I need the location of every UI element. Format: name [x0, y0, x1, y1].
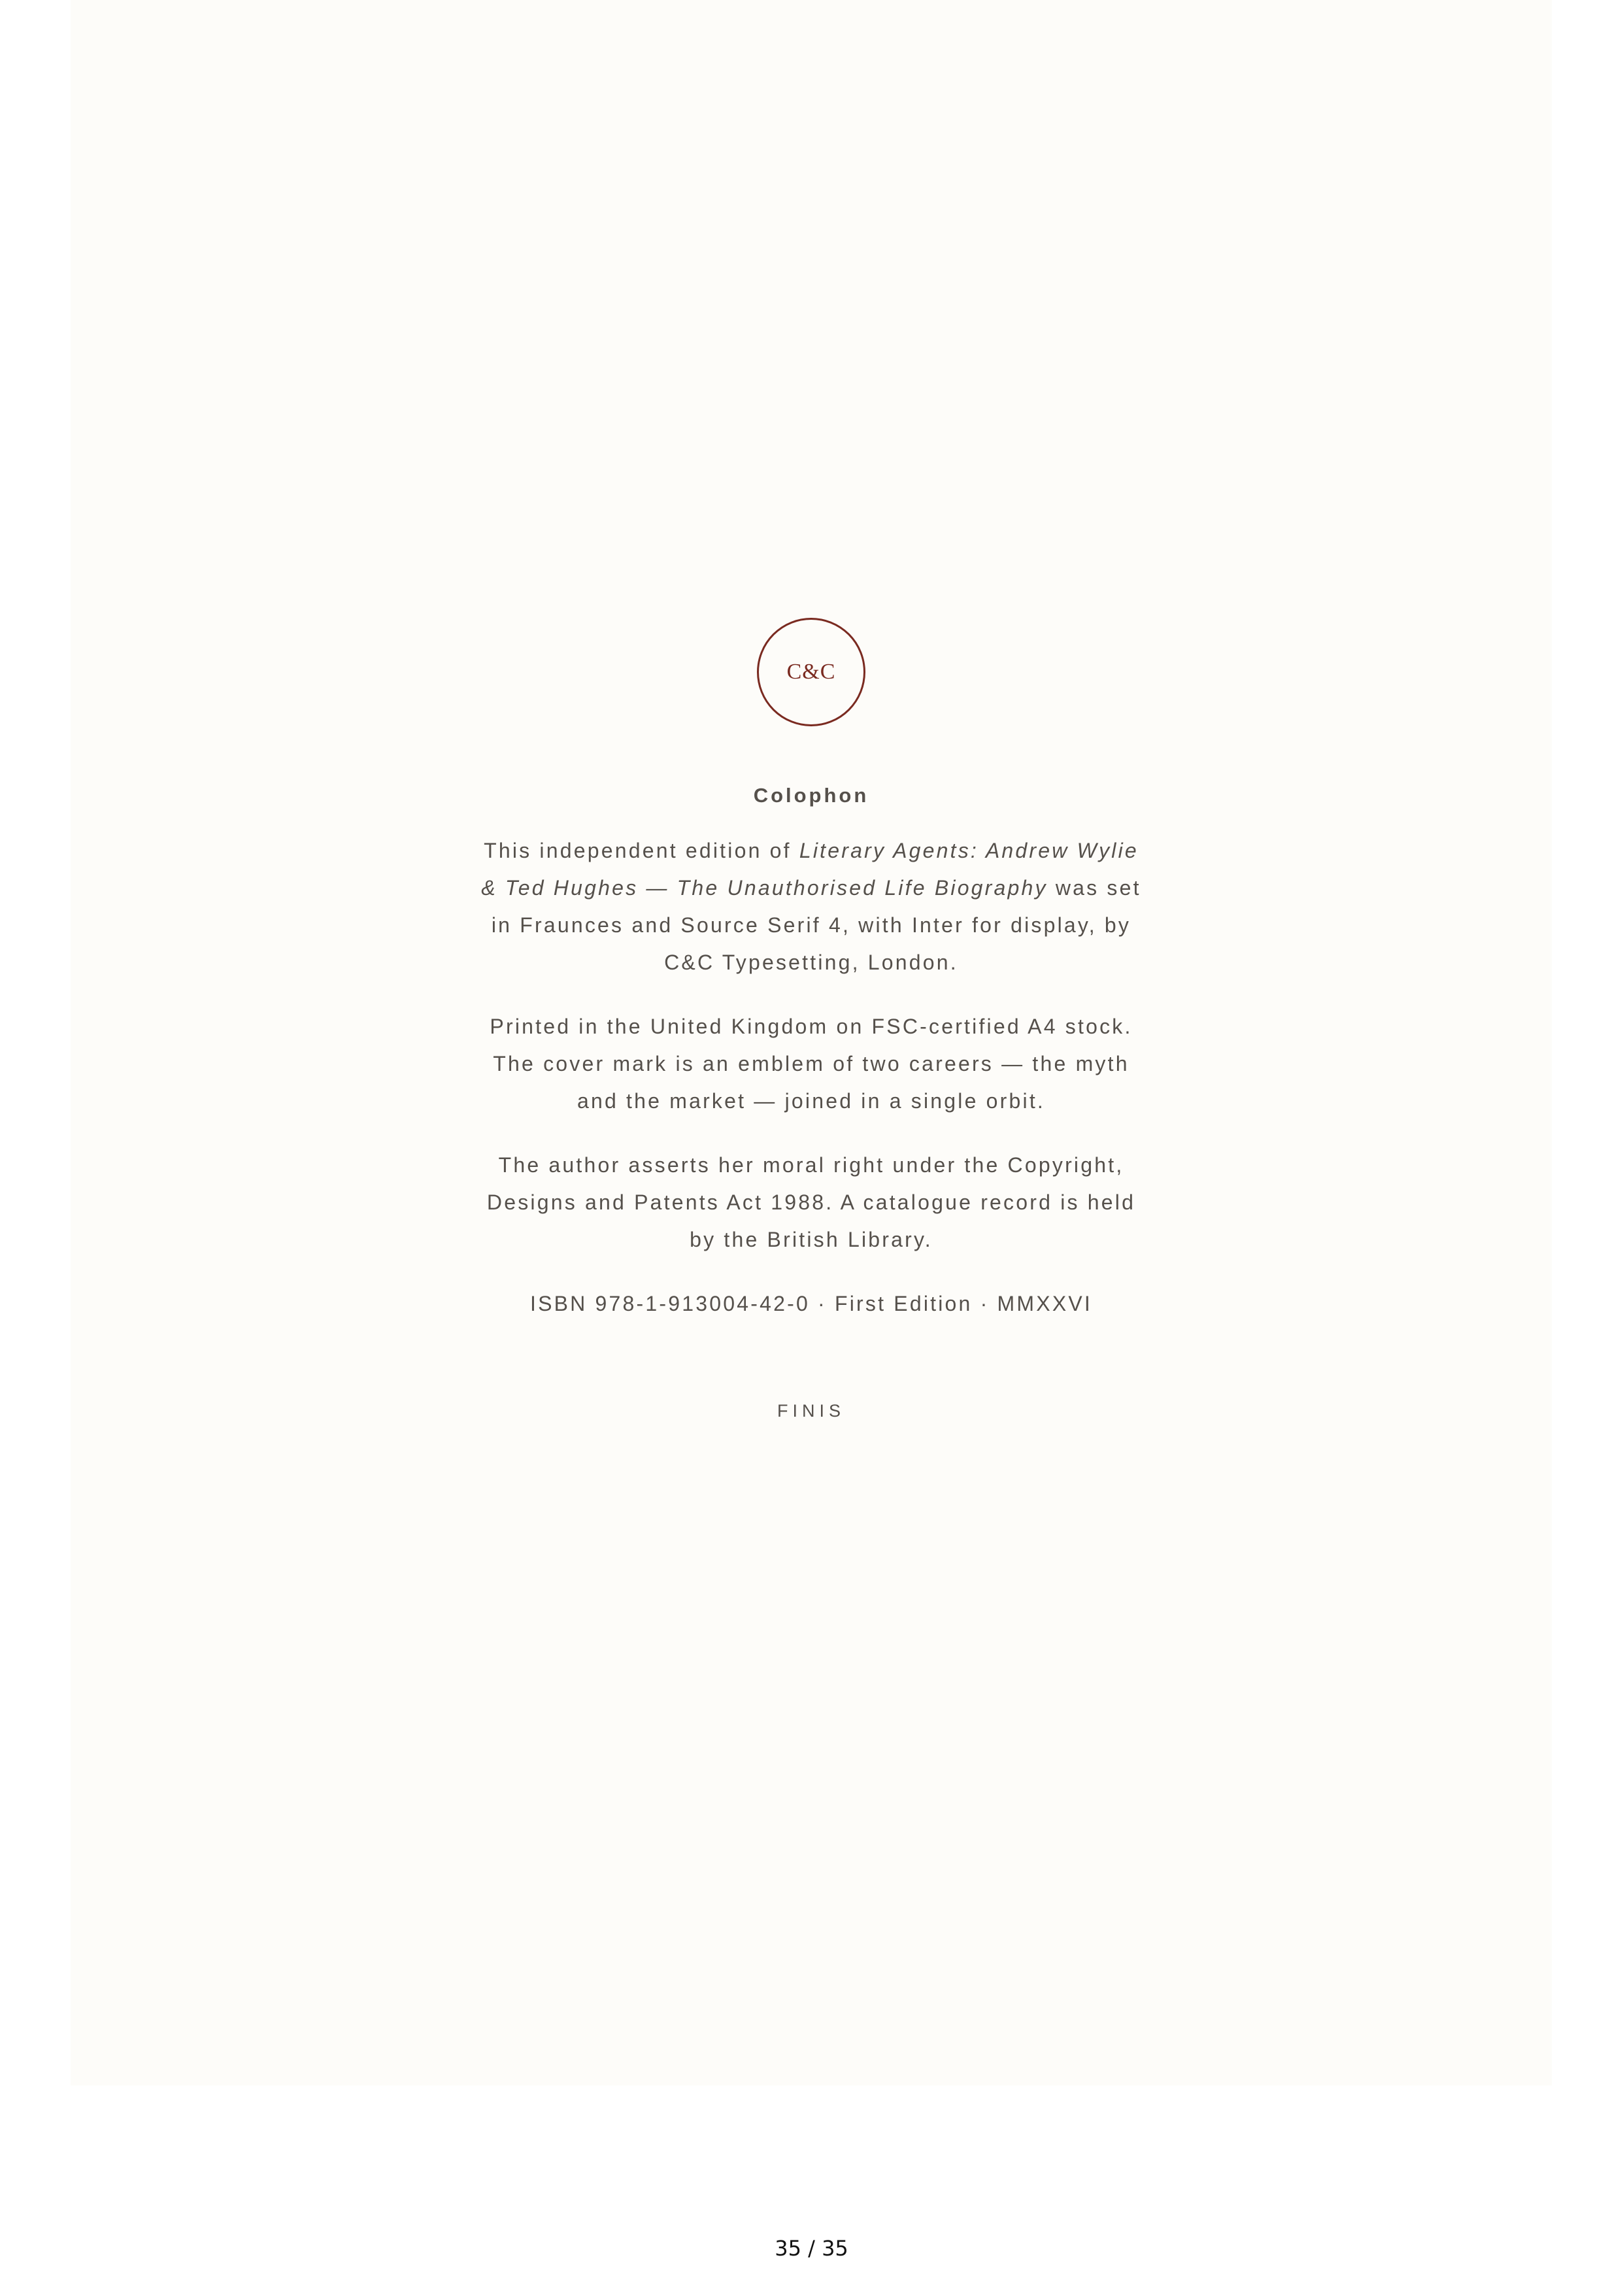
book-title: Literary Agents: Andrew Wylie & Ted Hughes — The Unauthorised Life Biography: [481, 839, 1139, 900]
publisher-seal-logo: [757, 618, 865, 726]
page-indicator: 35 / 35: [775, 2236, 848, 2261]
colophon-block: [71, 618, 1552, 1421]
edition-prefix: This independent edition of: [484, 839, 799, 862]
document-page: [71, 0, 1552, 2085]
colophon-paragraph-edition: [481, 832, 1141, 981]
edition-suffix: was set in Fraunces and Source Serif 4, with Inter for display, by C&C Typesetting, London.: [491, 876, 1141, 974]
finis-mark: FINIS: [777, 1401, 845, 1421]
isbn-line: ISBN 978-1-913004-42-0 · First Edition · MMXXVI: [529, 1292, 1092, 1315]
colophon-paragraph-printing: Printed in the United Kingdom on FSC-certified A4 stock. The cover mark is an emblem of two careers — the myth and the market — joined in a single orbit.: [490, 1015, 1133, 1113]
seal-monogram: C&C: [786, 660, 836, 684]
colophon-paragraph-rights: The author asserts her moral right under the Copyright, Designs and Patents Act 1988. A catalogue record is held by the British Library.: [486, 1153, 1136, 1251]
colophon-heading: Colophon: [753, 784, 869, 807]
